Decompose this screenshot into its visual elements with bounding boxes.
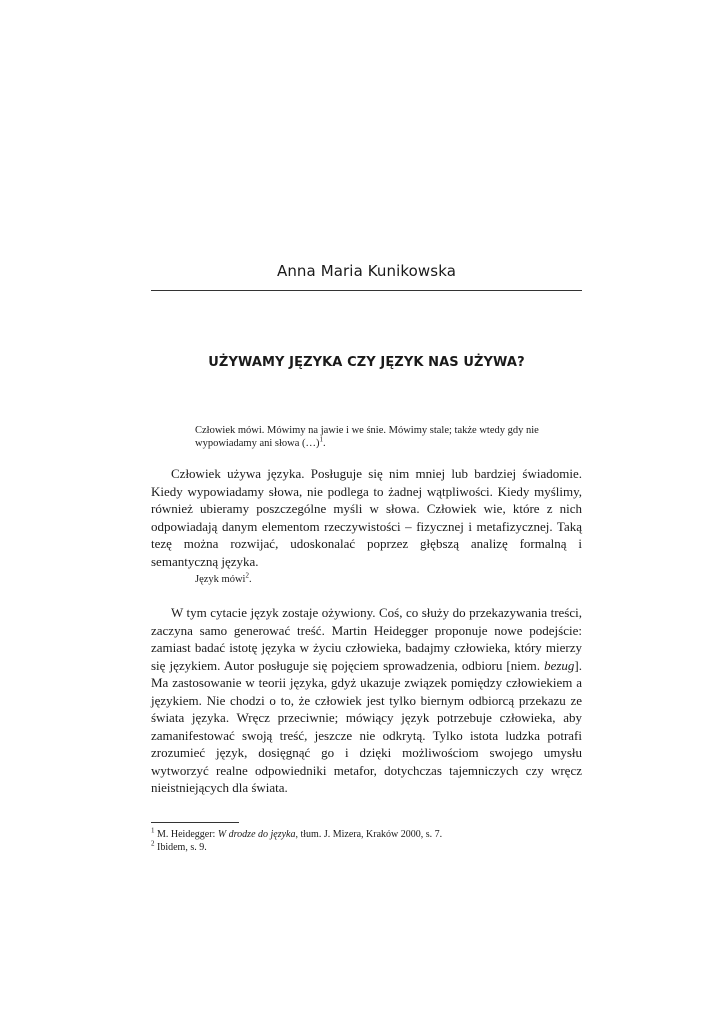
footnote-1-title: W drodze do języka: [217, 829, 296, 840]
paragraph-1: [151, 465, 582, 570]
footnote-1-suffix: , tłum. J. Mizera, Kraków 2000, s. 7.: [295, 829, 443, 840]
footnote-ref-2[interactable]: 2: [245, 571, 249, 580]
footnotes: [151, 828, 582, 854]
footnote-2-prefix: Ibidem, s. 9.: [157, 842, 207, 853]
paragraph-1-text: Człowiek używa języka. Posługuje się nim mniej lub bardziej świadomie. Kiedy wypowiadamy słowa, nie podlega to żadnej wątpliwości. Kiedy myślimy, również ubieramy poszczególne myśli w słowa. Człowiek wie, które z nich odpowiadają danym elementom rzeczywistości – fizycznej i metafizycznej. Taką tezę można rozwijać, udoskonalać poprzez głębszą analizę formalną i semantyczną języka.: [151, 466, 582, 569]
paragraph-2-part-b: ]. Ma zastosowanie w teorii języka, gdyż ukazuje związek pomiędzy człowiekiem a językiem. Nie chodzi o to, że człowiek jest tylko biernym odbiorcą przekazu ze świata języka. Wręcz przeciwnie; mówiący język potrzebuje człowieka, aby zamanifestować swoją treść, jeszcze nie odkrytą. Tylko istota ludzka potrafi zrozumieć język, dosięgnąć go i dzięki możliwościom swojego umysłu wytworzyć realne odpowiedniki metafor, dotychczas tajemniczych czy wręcz nieistniejących dla świata.: [151, 657, 582, 795]
footnote-ref-1[interactable]: 1: [319, 435, 324, 444]
author-name: Anna Maria Kunikowska: [276, 262, 457, 280]
paragraph-2: [151, 604, 582, 797]
footnote-divider: [151, 822, 239, 823]
epigraph: Człowiek mówi. Mówimy na jawie i we śnie. Mówimy stale; także wtedy gdy nie wypowiadamy ani słowa (…)$^1$.: [195, 425, 539, 449]
footnote-1: [151, 828, 582, 841]
footnote-1-number: 1: [151, 826, 155, 835]
paragraph-2-part-a: W tym cytacie język zostaje ożywiony. Coś, co służy do przekazywania treści, zaczyna samo generować treść. Martin Heidegger proponuje nowe podejście: zamiast badać istotę języka w życiu człowieka, badajmy człowieka, który mierzy się językiem. Autor posługuje się pojęciem sprowadzenia, odbioru [niem.: [151, 605, 582, 673]
footnote-1-prefix: M. Heidegger:: [157, 829, 218, 840]
footnote-2: [151, 841, 582, 854]
article-title: UŻYWAMY JĘZYKA CZY JĘZYK NAS UŻYWA?: [208, 355, 525, 370]
epigraph-text: Człowiek mówi. Mówimy na jawie i we śnie. Mówimy stale; także wtedy gdy nie wypowiadamy ani słowa (…): [195, 425, 539, 449]
quote-2-text: Język mówi: [195, 574, 246, 585]
paragraph-2-text: [151, 604, 582, 797]
footnote-2-number: 2: [151, 839, 155, 848]
header-divider: [151, 290, 582, 291]
paragraph-2-term: bezug: [544, 657, 575, 673]
quote-2: Język mówi$^2$.: [195, 571, 252, 585]
